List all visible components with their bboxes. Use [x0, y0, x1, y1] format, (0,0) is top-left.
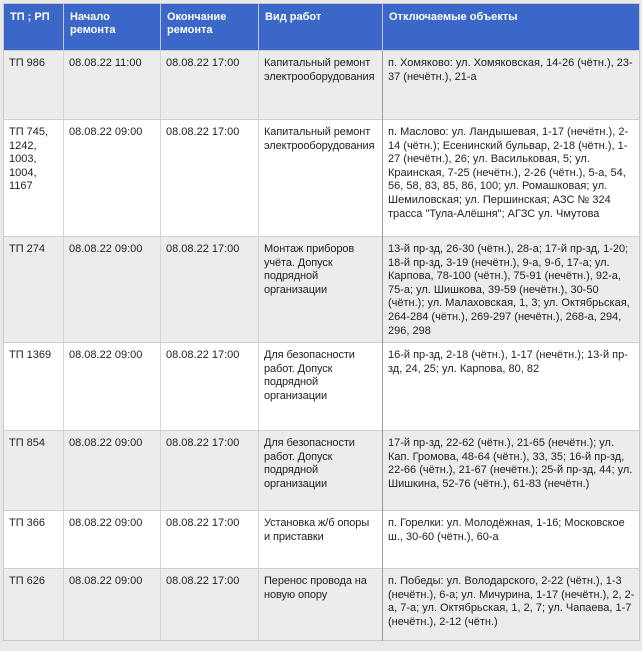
header-start: Начало ремонта: [64, 4, 161, 51]
header-tp: ТП ; РП: [4, 4, 64, 51]
cell-work: Установка ж/б опоры и приставки: [259, 511, 383, 569]
table-row: [4, 237, 640, 343]
cell-end: 08.08.22 17:00: [161, 343, 259, 431]
cell-tp: ТП 366: [4, 511, 64, 569]
cell-start: 08.08.22 11:00: [64, 51, 161, 120]
cell-start: 08.08.22 09:00: [64, 343, 161, 431]
cell-tp: ТП 854: [4, 431, 64, 511]
table-row: [4, 120, 640, 237]
cell-end: 08.08.22 17:00: [161, 431, 259, 511]
cell-end: 08.08.22 17:00: [161, 120, 259, 237]
cell-work: Для безопасности работ. Допуск подрядной организации: [259, 343, 383, 431]
cell-objects: п. Горелки: ул. Молодёжная, 1-16; Московское ш., 30-60 (чётн.), 60-а: [383, 511, 640, 569]
outage-table: [3, 3, 640, 641]
cell-objects: 16-й пр-зд, 2-18 (чётн.), 1-17 (нечётн.); 13-й пр-зд, 24, 25; ул. Карпова, 80, 82: [383, 343, 640, 431]
header-end: Окончание ремонта: [161, 4, 259, 51]
table-row: [4, 569, 640, 641]
table-row: [4, 51, 640, 120]
table-header-row: [4, 4, 640, 51]
cell-tp: ТП 626: [4, 569, 64, 641]
outage-schedule: [3, 3, 639, 641]
cell-objects: 13-й пр-зд, 26-30 (чётн.), 28-а; 17-й пр-зд, 1-20; 18-й пр-зд, 3-19 (нечётн.), 9-а, 9-б, 17-а; ул. Карпова, 78-100 (чётн.), 75-91 (нечётн.), 92-а, 75-а; ул. Шишкова, 39-59 (нечётн.), 30-50 (чётн.); ул. Малаховская, 1, 3; ул. Октябрьская, 264-284 (чётн.), 269-297 (нечётн.), 268-а, 294, 296, 298: [383, 237, 640, 343]
cell-objects: 17-й пр-зд, 22-62 (чётн.), 21-65 (нечётн.); ул. Кап. Громова, 48-64 (чётн.), 33, 35; 16-й пр-зд, 22-66 (чётн.), 21-67 (нечётн.); 25-й пр-зд, 44; ул. Шишкина, 52-76 (чётн.), 61-83 (нечётн.): [383, 431, 640, 511]
cell-tp: ТП 1369: [4, 343, 64, 431]
cell-objects: п. Победы: ул. Володарского, 2-22 (чётн.), 1-3 (нечётн.), 6-а; ул. Мичурина, 1-17 (нечётн.), 2, 2-а, 7-а; ул. Октябрьская, 1, 2, 7; ул. Чапаева, 1-7 (нечётн.), 2-12 (чётн.): [383, 569, 640, 641]
cell-work: Капитальный ремонт электрооборудования: [259, 51, 383, 120]
cell-objects: п. Маслово: ул. Ландышевая, 1-17 (нечётн.), 2-14 (чётн.); Есенинский бульвар, 2-18 (чётн.), 1-27 (нечётн.), 26; ул. Васильковая, 5; ул. Краинская, 7-25 (нечётн.), 2-26 (чётн.), 5-а, 54, 56, 58, 83, 85, 86, 100; ул. Ромашковая; ул. Шемиловская; ул. Першинская; АЗС № 324 трасса "Тула-Алёшня"; АГЗС ул. Чмутова: [383, 120, 640, 237]
cell-end: 08.08.22 17:00: [161, 51, 259, 120]
cell-tp: ТП 274: [4, 237, 64, 343]
cell-end: 08.08.22 17:00: [161, 237, 259, 343]
cell-start: 08.08.22 09:00: [64, 569, 161, 641]
cell-start: 08.08.22 09:00: [64, 431, 161, 511]
cell-start: 08.08.22 09:00: [64, 237, 161, 343]
header-work: Вид работ: [259, 4, 383, 51]
header-objects: Отключаемые объекты: [383, 4, 640, 51]
cell-start: 08.08.22 09:00: [64, 120, 161, 237]
cell-objects: п. Хомяково: ул. Хомяковская, 14-26 (чётн.), 23-37 (нечётн.), 21-а: [383, 51, 640, 120]
cell-work: Перенос провода на новую опору: [259, 569, 383, 641]
table-row: [4, 431, 640, 511]
cell-work: Монтаж приборов учёта. Допуск подрядной организации: [259, 237, 383, 343]
cell-work: Для безопасности работ. Допуск подрядной организации: [259, 431, 383, 511]
cell-end: 08.08.22 17:00: [161, 569, 259, 641]
cell-work: Капитальный ремонт электрооборудования: [259, 120, 383, 237]
cell-tp: ТП 745, 1242, 1003, 1004, 1167: [4, 120, 64, 237]
table-row: [4, 511, 640, 569]
table-row: [4, 343, 640, 431]
cell-start: 08.08.22 09:00: [64, 511, 161, 569]
cell-tp: ТП 986: [4, 51, 64, 120]
cell-end: 08.08.22 17:00: [161, 511, 259, 569]
